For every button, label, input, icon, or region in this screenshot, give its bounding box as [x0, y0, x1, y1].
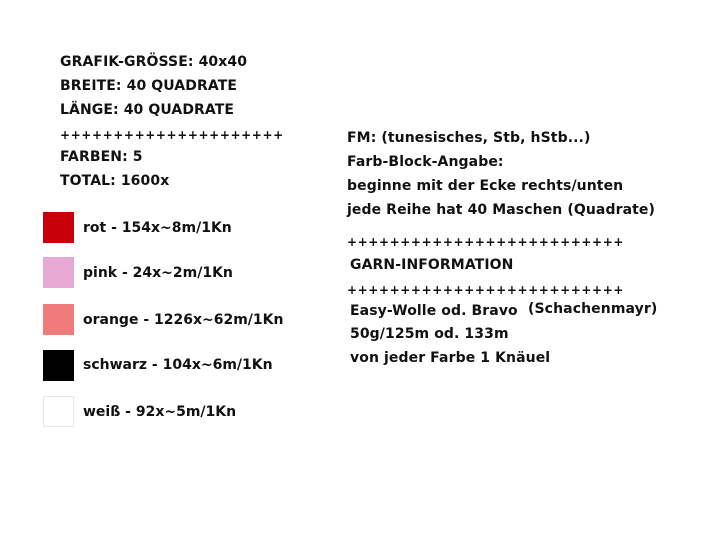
garn-info-heading: GARN-INFORMATION: [350, 257, 514, 273]
color-label-orange: orange - 1226x~62m/1Kn: [83, 312, 284, 328]
fm-text: FM: (tunesisches, Stb, hStb...): [347, 130, 591, 146]
color-swatch-schwarz: [43, 350, 74, 381]
knaeuel-text: von jeder Farbe 1 Knäuel: [350, 350, 551, 366]
farb-block-text: Farb-Block-Angabe:: [347, 154, 504, 170]
color-label-pink: pink - 24x~2m/1Kn: [83, 265, 233, 281]
jede-reihe-text: jede Reihe hat 40 Maschen (Quadrate): [347, 202, 656, 218]
total-text: TOTAL: 1600x: [60, 173, 170, 189]
color-swatch-pink: [43, 257, 74, 288]
breite-text: BREITE: 40 QUADRATE: [60, 78, 238, 94]
color-swatch-weiss: [43, 396, 74, 427]
color-label-rot: rot - 154x~8m/1Kn: [83, 220, 232, 236]
separator-left: +++++++++++++++++++++: [60, 128, 284, 142]
color-swatch-rot: [43, 212, 74, 243]
schachenmayr-text: (Schachenmayr): [528, 301, 658, 317]
beginne-text: beginne mit der Ecke rechts/unten: [347, 178, 624, 194]
laenge-text: LÄNGE: 40 QUADRATE: [60, 102, 235, 118]
color-label-weiss: weiß - 92x~5m/1Kn: [83, 404, 237, 420]
easy-wolle-text: Easy-Wolle od. Bravo: [350, 303, 518, 319]
color-swatch-orange: [43, 304, 74, 335]
grafik-groesse-text: GRAFIK-GRÖSSE: 40x40: [60, 54, 248, 70]
gewicht-text: 50g/125m od. 133m: [350, 326, 509, 342]
farben-text: FARBEN: 5: [60, 149, 143, 165]
separator-right-1: ++++++++++++++++++++++++++: [347, 235, 625, 249]
separator-right-2: ++++++++++++++++++++++++++: [347, 283, 625, 297]
color-label-schwarz: schwarz - 104x~6m/1Kn: [83, 357, 273, 373]
